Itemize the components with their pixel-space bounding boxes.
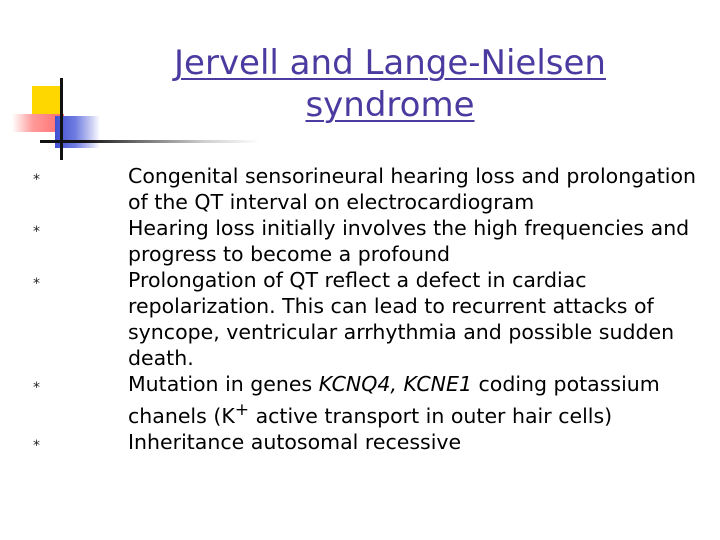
bullet-text: Inheritance autosomal recessive	[128, 429, 462, 454]
decorative-corner-graphic	[0, 0, 120, 170]
gene-names: KCNQ4, KCNE1	[318, 372, 472, 396]
bullet-text: Congenital sensorineural hearing loss and prolongation of the QT interval on electrocardiogram	[128, 164, 697, 214]
bullet-marker-icon: *	[33, 276, 40, 292]
bullet-marker-icon: *	[33, 172, 40, 188]
list-item	[33, 163, 703, 215]
list-item	[33, 429, 703, 455]
superscript-plus: +	[234, 400, 250, 420]
bullet-list	[33, 163, 703, 455]
bullet-marker-icon: *	[33, 437, 40, 454]
bullet-marker-icon: *	[33, 224, 40, 240]
bullet-text-part: coding potassium chanels (K	[128, 372, 660, 428]
slide-title-line-1: Jervell and Lange-Nielsen	[174, 43, 606, 83]
slide-title-line-2: syndrome	[305, 85, 475, 125]
vertical-rule	[60, 78, 63, 160]
slide-title	[140, 42, 640, 126]
yellow-square	[32, 86, 62, 116]
list-item	[33, 267, 703, 371]
bullet-text: Prolongation of QT reflect a defect in cardiac repolarization. This can lead to recurrent attacks of syncope, ventricular arrhythmia and possible sudden death.	[128, 268, 675, 370]
bullet-text-part: Mutation in genes	[128, 372, 319, 396]
list-item	[33, 371, 703, 429]
bullet-text-part: active transport in outer hair cells)	[249, 403, 613, 428]
bullet-text: Hearing loss initially involves the high frequencies and progress to become a profound	[128, 216, 690, 266]
list-item	[33, 215, 703, 267]
horizontal-rule	[40, 140, 260, 143]
bullet-marker-icon: *	[33, 380, 40, 396]
bullet-text	[128, 371, 703, 429]
